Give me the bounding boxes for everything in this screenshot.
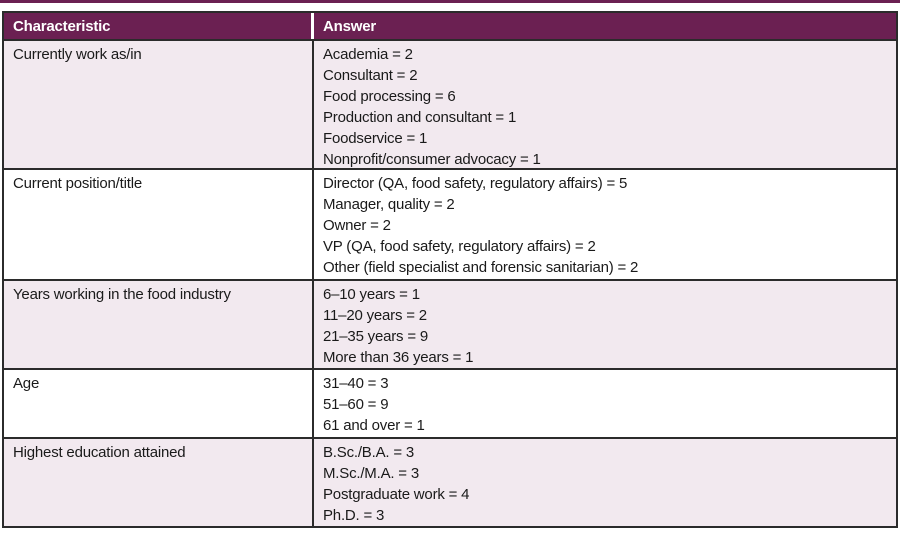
column-header-answer: Answer — [323, 17, 376, 35]
answer-line: Other (field specialist and forensic sanitarian) = 2 — [323, 259, 639, 276]
answer-line: Consultant = 2 — [323, 67, 418, 84]
answer-line: Manager, quality = 2 — [323, 196, 455, 213]
answer-line: M.Sc./M.A. = 3 — [323, 465, 419, 482]
characteristics-table — [2, 11, 898, 528]
table-row — [4, 370, 896, 439]
answer-line: 21–35 years = 9 — [323, 328, 428, 345]
answer-line: Academia = 2 — [323, 46, 413, 63]
answer-cell — [314, 439, 896, 526]
characteristic-cell: Currently work as/in — [4, 41, 314, 168]
top-accent-rule — [0, 0, 900, 3]
characteristic-cell: Age — [4, 370, 314, 437]
answer-line: 11–20 years = 2 — [323, 307, 427, 324]
column-header-characteristic: Characteristic — [4, 13, 314, 39]
answer-cell — [314, 170, 896, 279]
answer-cell — [314, 281, 896, 368]
table-row — [4, 281, 896, 370]
answer-line: 6–10 years = 1 — [323, 286, 420, 303]
table-row — [4, 439, 896, 526]
answer-line: Ph.D. = 3 — [323, 507, 385, 524]
table-row — [4, 170, 896, 281]
answer-cell — [314, 41, 896, 168]
answer-line: Foodservice = 1 — [323, 130, 428, 147]
answer-line: Owner = 2 — [323, 217, 391, 234]
answer-line: Food processing = 6 — [323, 88, 456, 105]
answer-line: Nonprofit/consumer advocacy = 1 — [323, 151, 541, 168]
answer-line: B.Sc./B.A. = 3 — [323, 444, 414, 461]
answer-cell — [314, 370, 896, 437]
table-row — [4, 41, 896, 170]
answer-line: More than 36 years = 1 — [323, 349, 474, 366]
answer-line: 51–60 = 9 — [323, 396, 389, 413]
answer-line: Postgraduate work = 4 — [323, 486, 470, 503]
answer-line: Director (QA, food safety, regulatory affairs) = 5 — [323, 175, 628, 192]
answer-line: VP (QA, food safety, regulatory affairs) = 2 — [323, 238, 596, 255]
answer-line: 31–40 = 3 — [323, 375, 389, 392]
characteristic-cell: Current position/title — [4, 170, 314, 279]
characteristic-cell: Years working in the food industry — [4, 281, 314, 368]
answer-line: 61 and over = 1 — [323, 417, 425, 434]
table-header-row — [4, 13, 896, 41]
answer-line: Production and consultant = 1 — [323, 109, 517, 126]
characteristic-cell: Highest education attained — [4, 439, 314, 526]
